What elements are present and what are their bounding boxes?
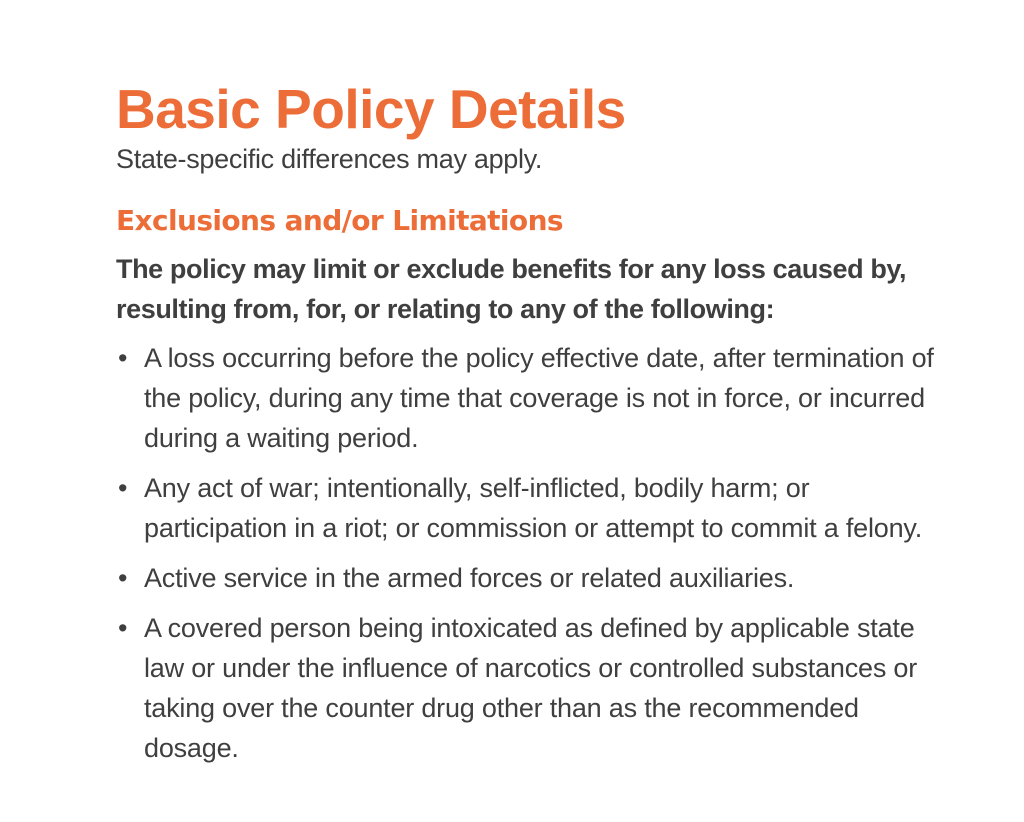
list-item-text: A loss occurring before the policy effective date, after termination of the policy, during any time that coverage is not in force, or incurred during a waiting period. <box>144 343 934 453</box>
section-intro: The policy may limit or exclude benefits for any loss caused by, resulting from, for, or relating to any of the following: <box>116 254 907 324</box>
list-item-text: A covered person being intoxicated as defined by applicable state law or under the influence of narcotics or controlled substances or taking over the counter drug other than as the recommended dosage. <box>144 613 918 763</box>
page-title: Basic Policy Details <box>116 78 626 140</box>
page-subtitle: State-specific differences may apply. <box>116 144 543 174</box>
bullet-icon: • <box>118 563 128 593</box>
bullet-icon: • <box>118 473 128 503</box>
list-item-text: Active service in the armed forces or related auxiliaries. <box>144 563 795 593</box>
list-item-text: Any act of war; intentionally, self-inflicted, bodily harm; or participation in a riot; or commission or attempt to commit a felony. <box>144 473 923 543</box>
bullet-icon: • <box>118 343 128 373</box>
list-item <box>116 338 956 458</box>
list-item <box>116 468 956 548</box>
bullet-icon: • <box>118 613 128 643</box>
list-item <box>116 558 956 598</box>
list-item <box>116 608 956 768</box>
exclusions-list <box>116 338 956 778</box>
section-heading: Exclusions and/or Limitations <box>116 204 563 237</box>
